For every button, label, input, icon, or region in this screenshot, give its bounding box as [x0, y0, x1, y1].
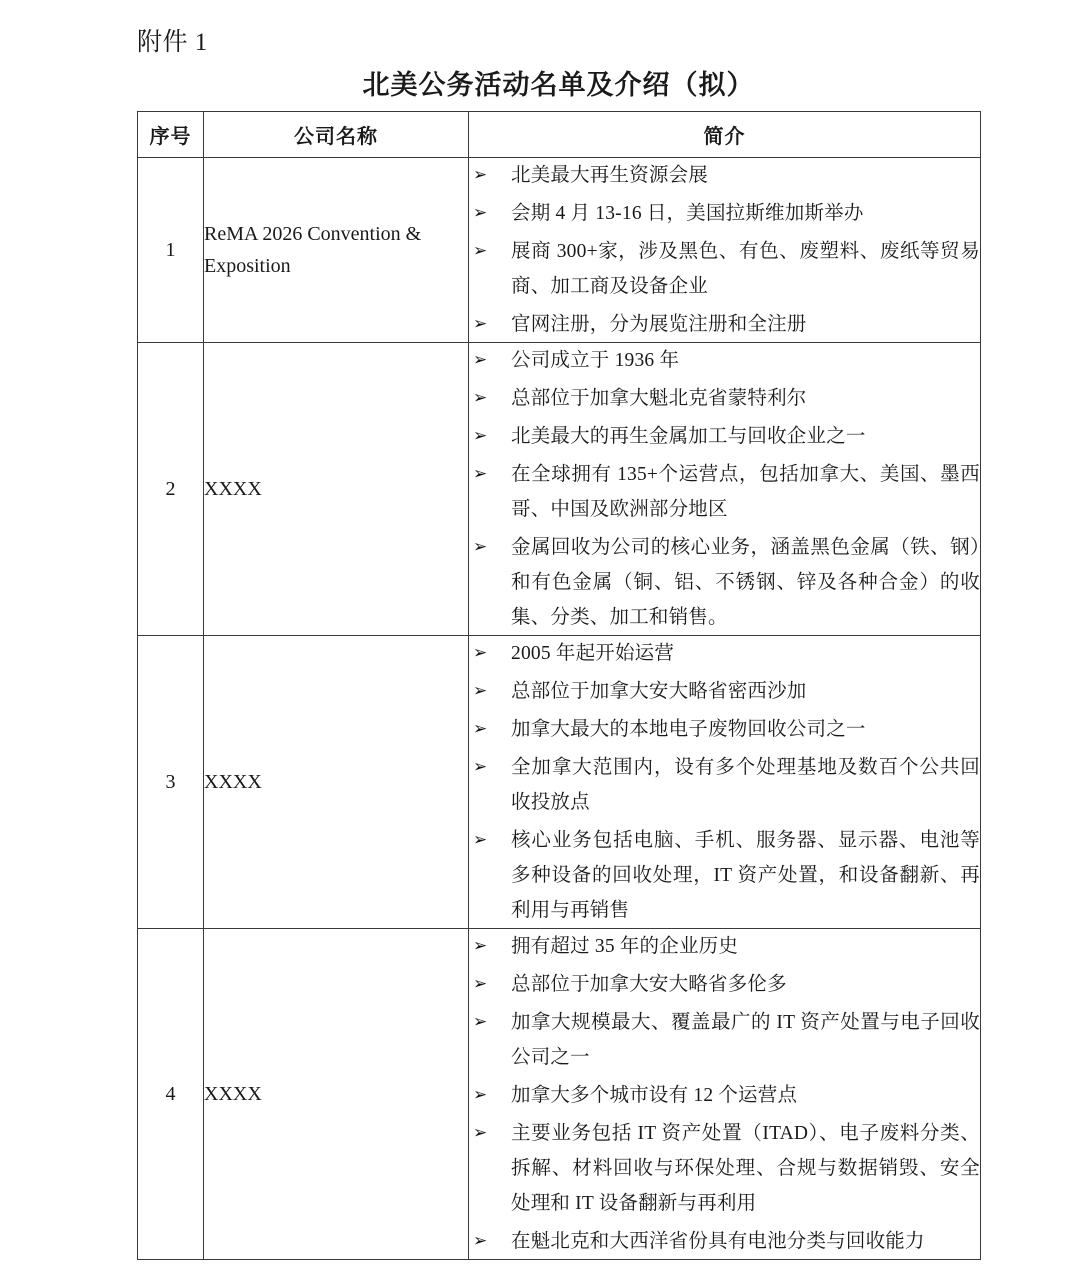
intro-bullet-item [469, 967, 980, 1002]
company-name-cell: ReMA 2026 Convention & Exposition [204, 158, 469, 343]
bullet-arrow-icon: ➢ [473, 350, 488, 370]
intro-bullet-item [469, 196, 980, 231]
table-row [138, 636, 981, 929]
intro-bullet-item [469, 674, 980, 709]
intro-bullet-item [469, 419, 980, 454]
intro-bullet-item [469, 457, 980, 527]
intro-bullet-item [469, 750, 980, 820]
intro-bullet-item [469, 823, 980, 928]
bullet-arrow-icon: ➢ [473, 1231, 488, 1251]
intro-bullet-item [469, 307, 980, 342]
intro-bullet-item [469, 343, 980, 378]
bullet-arrow-icon: ➢ [473, 165, 488, 185]
bullet-text: 核心业务包括电脑、手机、服务器、显示器、电池等多种设备的回收处理，IT 资产处置，和设备翻新、再利用与再销售 [511, 830, 980, 921]
company-name-cell: XXXX [204, 929, 469, 1260]
bullet-text: 主要业务包括 IT 资产处置（ITAD）、电子废料分类、拆解、材料回收与环保处理、合规与数据销毁、安全处理和 IT 设备翻新与再利用 [511, 1123, 980, 1214]
bullet-arrow-icon: ➢ [473, 464, 488, 484]
company-name-cell: XXXX [204, 343, 469, 636]
bullet-text: 拥有超过 35 年的企业历史 [511, 936, 739, 957]
table-header [138, 112, 981, 158]
row-number-cell: 1 [138, 158, 204, 343]
bullet-text: 总部位于加拿大安大略省多伦多 [511, 974, 787, 995]
intro-bullet-item [469, 530, 980, 635]
bullet-text: 金属回收为公司的核心业务，涵盖黑色金属（铁、钢）和有色金属（铜、铝、不锈钢、锌及各种合金）的收集、分类、加工和销售。 [511, 537, 980, 628]
bullet-text: 加拿大规模最大、覆盖最广的 IT 资产处置与电子回收公司之一 [511, 1012, 980, 1068]
intro-bullet-item [469, 1224, 980, 1259]
intro-bullet-list [469, 929, 980, 1259]
column-header-no: 序号 [138, 112, 204, 158]
bullet-arrow-icon: ➢ [473, 537, 488, 557]
table-row [138, 343, 981, 636]
table-row [138, 929, 981, 1260]
intro-bullet-item [469, 1116, 980, 1221]
attachment-label: 附件 1 [137, 29, 208, 56]
bullet-arrow-icon: ➢ [473, 314, 488, 334]
intro-bullet-item [469, 1078, 980, 1113]
bullet-text: 加拿大多个城市设有 12 个运营点 [511, 1085, 798, 1106]
bullet-arrow-icon: ➢ [473, 974, 488, 994]
company-intro-cell [469, 929, 981, 1260]
bullet-arrow-icon: ➢ [473, 681, 488, 701]
bullet-text: 北美最大再生资源会展 [511, 165, 709, 186]
intro-bullet-list [469, 158, 980, 342]
bullet-arrow-icon: ➢ [473, 1123, 488, 1143]
intro-bullet-item [469, 636, 980, 671]
row-number-cell: 2 [138, 343, 204, 636]
intro-bullet-item [469, 381, 980, 416]
company-name-cell: XXXX [204, 636, 469, 929]
bullet-arrow-icon: ➢ [473, 830, 488, 850]
company-table-container [137, 111, 980, 1260]
bullet-arrow-icon: ➢ [473, 203, 488, 223]
intro-bullet-list [469, 343, 980, 635]
table-body [138, 158, 981, 1260]
page-title: 北美公务活动名单及介绍（拟） [362, 70, 755, 100]
bullet-arrow-icon: ➢ [473, 643, 488, 663]
bullet-text: 公司成立于 1936 年 [511, 350, 680, 371]
bullet-text: 官网注册，分为展览注册和全注册 [511, 314, 807, 335]
intro-bullet-list [469, 636, 980, 928]
bullet-arrow-icon: ➢ [473, 719, 488, 739]
company-intro-cell [469, 158, 981, 343]
row-number-cell: 4 [138, 929, 204, 1260]
table-row [138, 158, 981, 343]
intro-bullet-item [469, 158, 980, 193]
company-intro-cell [469, 343, 981, 636]
bullet-arrow-icon: ➢ [473, 388, 488, 408]
row-number-cell: 3 [138, 636, 204, 929]
bullet-text: 北美最大的再生金属加工与回收企业之一 [511, 426, 866, 447]
bullet-text: 在魁北克和大西洋省份具有电池分类与回收能力 [511, 1231, 925, 1252]
bullet-text: 总部位于加拿大安大略省密西沙加 [511, 681, 807, 702]
column-header-company: 公司名称 [204, 112, 469, 158]
bullet-arrow-icon: ➢ [473, 757, 488, 777]
bullet-arrow-icon: ➢ [473, 936, 488, 956]
bullet-text: 加拿大最大的本地电子废物回收公司之一 [511, 719, 866, 740]
bullet-arrow-icon: ➢ [473, 241, 488, 261]
intro-bullet-item [469, 929, 980, 964]
bullet-arrow-icon: ➢ [473, 426, 488, 446]
intro-bullet-item [469, 1005, 980, 1075]
bullet-text: 2005 年起开始运营 [511, 643, 675, 664]
bullet-text: 展商 300+家，涉及黑色、有色、废塑料、废纸等贸易商、加工商及设备企业 [511, 241, 980, 297]
company-table [137, 111, 981, 1260]
bullet-text: 会期 4 月 13-16 日，美国拉斯维加斯举办 [511, 203, 864, 224]
bullet-text: 全加拿大范围内，设有多个处理基地及数百个公共回收投放点 [511, 757, 980, 813]
intro-bullet-item [469, 234, 980, 304]
bullet-text: 总部位于加拿大魁北克省蒙特利尔 [511, 388, 807, 409]
bullet-arrow-icon: ➢ [473, 1085, 488, 1105]
intro-bullet-item [469, 712, 980, 747]
table-header-row [138, 112, 981, 158]
bullet-arrow-icon: ➢ [473, 1012, 488, 1032]
bullet-text: 在全球拥有 135+个运营点，包括加拿大、美国、墨西哥、中国及欧洲部分地区 [511, 464, 980, 520]
column-header-intro: 简介 [469, 112, 981, 158]
company-intro-cell [469, 636, 981, 929]
